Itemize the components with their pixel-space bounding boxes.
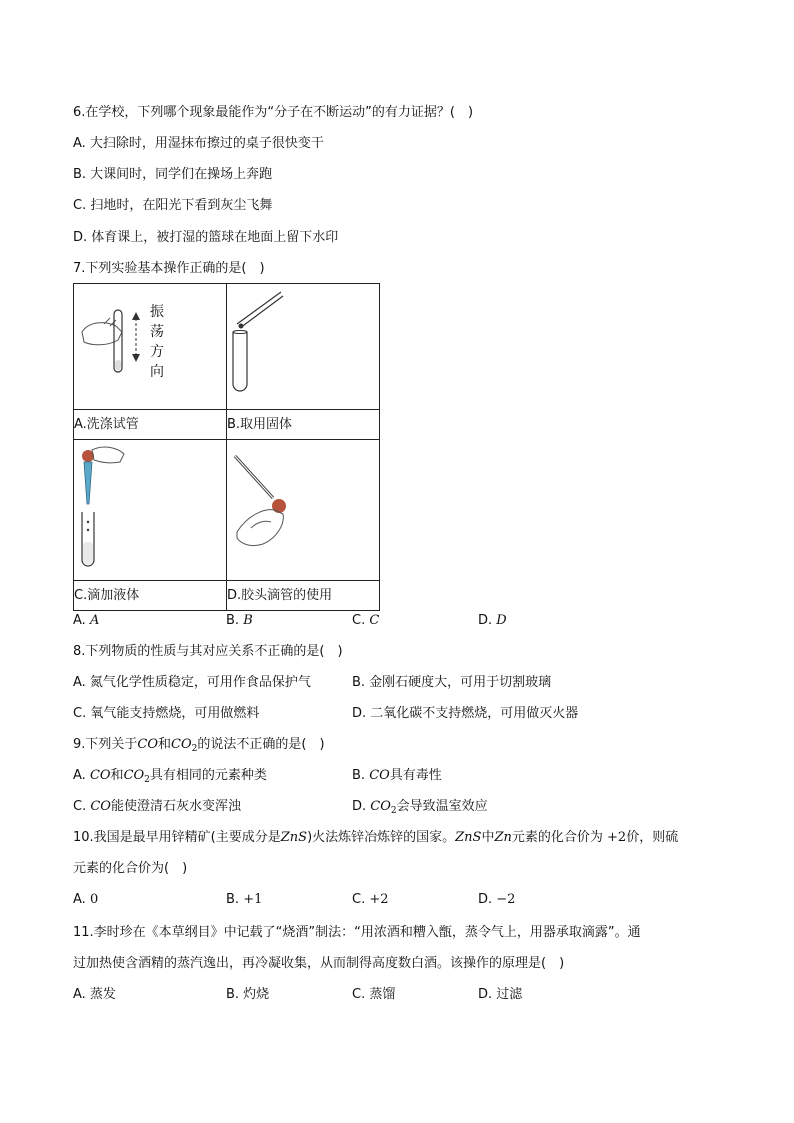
q7-cell-c-image [74, 440, 227, 581]
q7-option-b: B. B [226, 613, 253, 628]
q9-option-d: D. $CO_2$会导致温室效应 [352, 799, 488, 816]
q7-cell-a-image [74, 284, 227, 410]
shake-label-char-4: 向 [150, 364, 164, 380]
q7-caption-a: A.洗涤试管 [74, 410, 227, 440]
q9-stem: 9.下列关于CO和$CO_2$的说法不正确的是( ) [73, 737, 325, 754]
q10-option-a: A. 0 [73, 892, 99, 907]
q7-option-d: D. D [478, 613, 507, 628]
q11-option-c: C. 蒸馏 [352, 987, 396, 1002]
q8-option-b: B. 金刚石硬度大，可用于切割玻璃 [352, 675, 552, 690]
q11-stem-line-1: 11.李时珍在《本草纲目》中记载了“烧酒”制法：“用浓酒和糟入甑，蒸令气上，用器承取滴露”。通 [73, 925, 641, 940]
q7-caption-c: C.滴加液体 [74, 581, 227, 611]
q10-stem-line-2: 元素的化合价为( ) [73, 861, 188, 876]
q8-option-c: C. 氧气能支持燃烧，可用做燃料 [73, 706, 260, 721]
q10-stem-line-1: 10.我国是最早用锌精矿(主要成分是ZnS)火法炼锌冶炼锌的国家。ZnS中Zn元素的化合价为 +2价，则硫 [73, 830, 679, 845]
q10-option-c: C. +2 [352, 892, 389, 907]
q9-option-a: A. CO和$CO_2$具有相同的元素种类 [73, 768, 267, 785]
q11-option-d: D. 过滤 [478, 987, 523, 1002]
q6-option-c: C. 扫地时，在阳光下看到灰尘飞舞 [73, 198, 273, 213]
shake-label-char-2: 荡 [150, 324, 164, 340]
q7-cell-b-image [227, 284, 380, 410]
solid-taking-illustration [227, 284, 379, 405]
q6-option-d: D. 体育课上，被打湿的篮球在地面上留下水印 [73, 230, 339, 245]
q7-stem: 7.下列实验基本操作正确的是( ) [73, 261, 265, 276]
q6-option-a: A. 大扫除时，用湿抹布擦过的桌子很快变干 [73, 136, 324, 151]
dropper-usage-illustration [227, 440, 379, 576]
q7-option-a: A. A [73, 613, 100, 628]
q7-figure-table [73, 283, 380, 611]
q8-stem: 8.下列物质的性质与其对应关系不正确的是( ) [73, 644, 343, 659]
q9-option-b: B. CO具有毒性 [352, 768, 442, 783]
shake-label-char-1: 振 [150, 304, 164, 320]
dropping-liquid-illustration [74, 440, 226, 576]
q7-option-c: C. C [352, 613, 380, 628]
q6-stem: 6.在学校，下列哪个现象最能作为“分子在不断运动”的有力证据？( ) [73, 105, 474, 120]
q8-option-d: D. 二氧化碳不支持燃烧，可用做灭火器 [352, 706, 579, 721]
q9-option-c: C. CO能使澄清石灰水变浑浊 [73, 799, 241, 814]
q6-option-b: B. 大课间时，同学们在操场上奔跑 [73, 167, 273, 182]
q7-cell-d-image [227, 440, 380, 581]
q7-caption-d: D.胶头滴管的使用 [227, 581, 380, 611]
shake-label-char-3: 方 [150, 344, 164, 360]
q11-option-a: A. 蒸发 [73, 987, 116, 1002]
q8-option-a: A. 氮气化学性质稳定，可用作食品保护气 [73, 675, 311, 690]
q11-option-b: B. 灼烧 [226, 987, 270, 1002]
q10-option-b: B. +1 [226, 892, 263, 907]
q7-caption-b: B.取用固体 [227, 410, 380, 440]
q10-option-d: D. −2 [478, 892, 516, 907]
q11-stem-line-2: 过加热使含酒精的蒸汽逸出，再冷凝收集，从而制得高度数白酒。该操作的原理是( ) [73, 956, 565, 971]
